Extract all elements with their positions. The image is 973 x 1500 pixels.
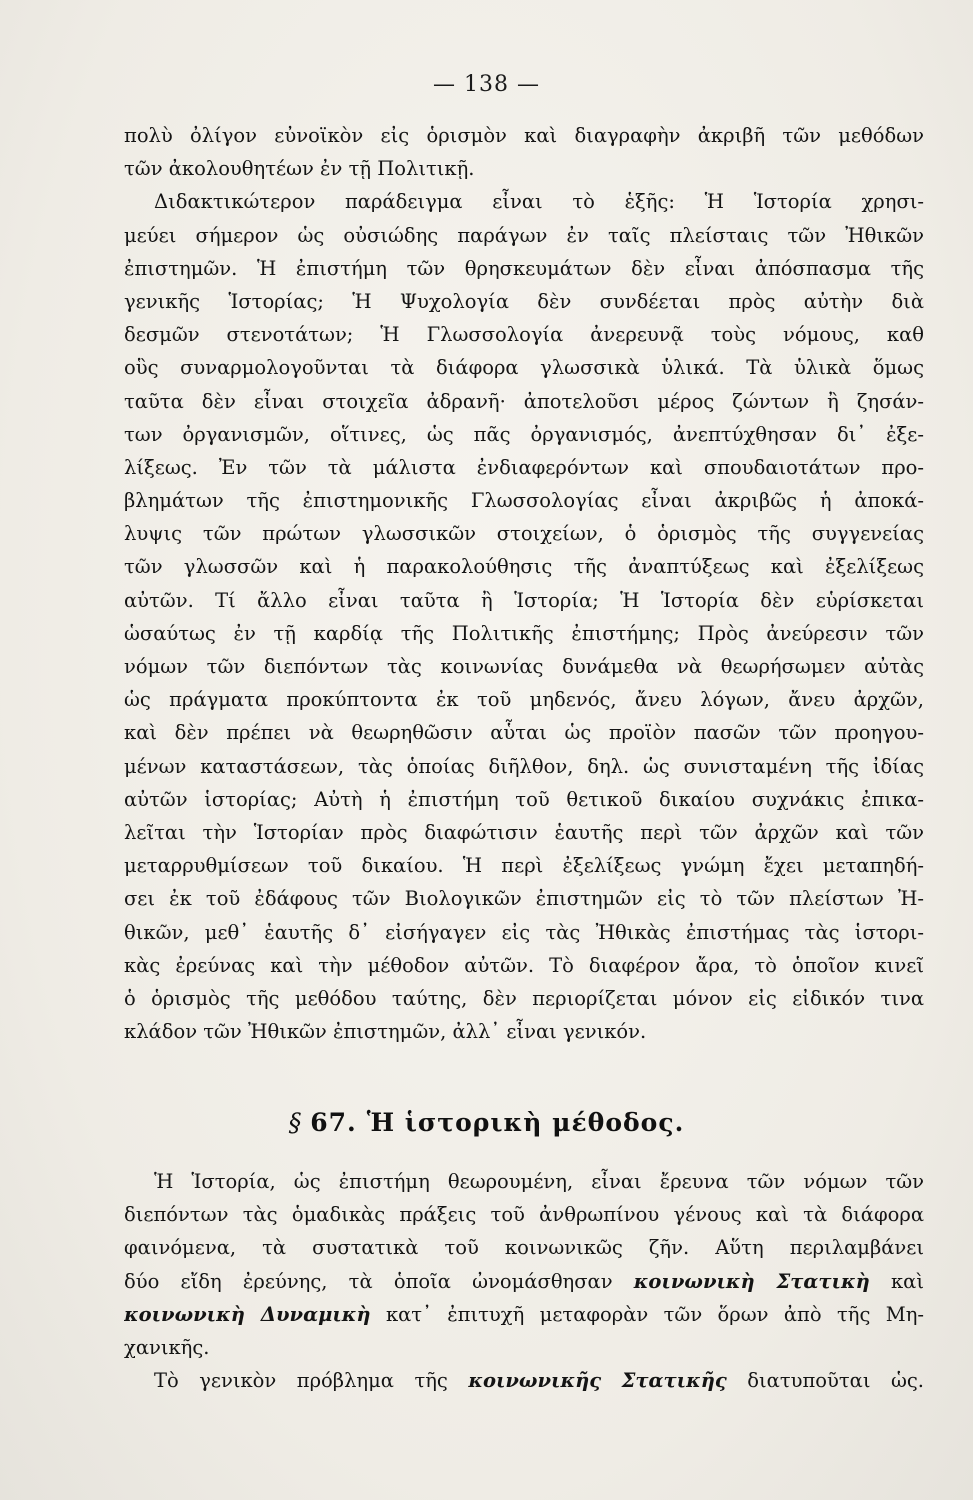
text-line: ὡσαύτως ἐν τῇ καρδίᾳ τῆς Πολιτικῆς ἐπιστήμης; Πρὸς ἀνεύρεσιν τῶν bbox=[124, 621, 924, 645]
text-run bbox=[601, 1369, 622, 1392]
text-line: οὓς συναρμολογοῦνται τὰ διάφορα γλωσσικὰ ὑλικά. Τὰ ὑλικὰ ὅμως bbox=[124, 356, 924, 380]
text-line: βλημάτων τῆς ἐπιστημονικῆς Γλωσσολογίας εἶναι ἀκριβῶς ἡ ἀποκά- bbox=[124, 489, 924, 513]
text-line: κὰς ἐρεύνας καὶ τὴν μέθοδον αὐτῶν. Τὸ διαφέρον ἄρα, τὸ ὁποῖον κινεῖ bbox=[124, 953, 924, 977]
text-line bbox=[124, 1364, 924, 1397]
text-line: ὡς πράγματα προκύπτοντα ἐκ τοῦ μηδενός, ἄνευ λόγων, ἄνευ ἀρχῶν, bbox=[124, 688, 924, 712]
paragraph-historical-method bbox=[124, 1165, 924, 1397]
term-social-dynamics: κοινωνικὴ Δυναμικὴ bbox=[124, 1302, 371, 1326]
text-line: φαινόμενα, τὰ συστατικὰ τοῦ κοινωνικῶς ζῆν. Αὕτη περιλαμβάνει bbox=[124, 1236, 924, 1260]
text-line: νόμων τῶν διεπόντων τὰς κοινωνίας δυνάμεθα νὰ θεωρήσωμεν αὐτὰς bbox=[124, 655, 924, 678]
text-line: σει ἐκ τοῦ ἐδάφους τῶν Βιολογικῶν ἐπιστημῶν εἰς τὸ τῶν πλείστων Ἠ- bbox=[124, 887, 924, 911]
section-sign: § bbox=[288, 1108, 303, 1137]
term-social: κοινωνικῆς bbox=[468, 1369, 602, 1393]
text-line bbox=[124, 1298, 924, 1331]
text-line: Διδακτικώτερον παράδειγμα εἶναι τὸ ἑξῆς: Ἡ Ἱστορία χρησι- bbox=[154, 190, 924, 214]
text-run: καὶ bbox=[869, 1269, 924, 1293]
term-statics: Στατικῆς bbox=[621, 1369, 727, 1393]
text-line: τῶν ἀκολουθητέων ἐν τῇ Πολιτικῇ. bbox=[124, 157, 475, 181]
text-line: καὶ δὲν πρέπει νὰ θεωρηθῶσιν αὗται ὡς προϊὸν πασῶν τῶν προηγου- bbox=[124, 721, 924, 745]
text-line: Ἡ Ἱστορία, ὡς ἐπιστήμη θεωρουμένη, εἶναι ἔρευνα τῶν νόμων τῶν bbox=[154, 1170, 924, 1193]
section-heading bbox=[0, 1108, 973, 1137]
text-line: κλάδον τῶν Ἠθικῶν ἐπιστημῶν, ἀλλ᾽ εἶναι γενικόν. bbox=[124, 1020, 647, 1044]
text-line: αὐτῶν ἱστορίας; Αὐτὴ ἡ ἐπιστήμη τοῦ θετικοῦ δικαίου συχνάκις ἐπικα- bbox=[124, 787, 924, 811]
text-line: μένων καταστάσεων, τὰς ὁποίας διῆλθον, δηλ. ὡς συνισταμένη τῆς ἰδίας bbox=[124, 754, 924, 778]
text-line: θικῶν, μεθ᾽ ἑαυτῆς δ᾽ εἰσήγαγεν εἰς τὰς Ἠθικὰς ἐπιστήμας τὰς ἱστορι- bbox=[124, 920, 924, 944]
text-line: λίξεως. Ἐν τῶν τὰ μάλιστα ἐνδιαφερόντων καὶ σπουδαιοτάτων προ- bbox=[124, 455, 924, 479]
text-line: αὐτῶν. Τί ἄλλο εἶναι ταῦτα ἢ Ἱστορία; Ἡ Ἱστορία δὲν εὑρίσκεται bbox=[124, 588, 924, 612]
text-line: γενικῆς Ἱστορίας; Ἡ Ψυχολογία δὲν συνδέεται πρὸς αὐτὴν διὰ bbox=[124, 289, 924, 313]
text-line: δεσμῶν στενοτάτων; Ἡ Γλωσσολογία ἀνερευνᾷ τοὺς νόμους, καθ bbox=[124, 323, 924, 347]
text-line: ἐπιστημῶν. Ἡ ἐπιστήμη τῶν θρησκευμάτων δὲν εἶναι ἀπόσπασμα τῆς bbox=[124, 256, 924, 280]
text-line: διεπόντων τὰς ὁμαδικὰς πράξεις τοῦ ἀνθρωπίνου γένους καὶ τὰ διάφορα bbox=[124, 1203, 924, 1227]
text-run: κατ᾽ ἐπιτυχῆ μεταφορὰν τῶν ὅρων ἀπὸ τῆς Μη- bbox=[370, 1302, 924, 1326]
section-number: 67. bbox=[310, 1108, 357, 1137]
text-line: χανικῆς. bbox=[124, 1335, 210, 1359]
term-social-statics: κοινωνικὴ Στατικὴ bbox=[633, 1269, 870, 1293]
text-line: λυψις τῶν πρώτων γλωσσικῶν στοιχείων, ὁ ὁρισμὸς τῆς συγγενείας bbox=[124, 522, 924, 546]
text-line: πολὺ ὀλίγον εὐνοϊκὸν εἰς ὁρισμὸν καὶ διαγραφὴν ἀκριβῆ τῶν μεθόδων bbox=[124, 124, 924, 147]
section-title: Ἡ ἱστορικὴ μέθοδος. bbox=[366, 1108, 685, 1137]
text-line: των ὀργανισμῶν, οἵτινες, ὡς πᾶς ὀργανισμός, ἀνεπτύχθησαν δι᾽ ἐξε- bbox=[124, 422, 924, 446]
text-run: Τὸ γενικὸν πρόβλημα τῆς bbox=[154, 1369, 469, 1393]
text-line: λεῖται τὴν Ἱστορίαν πρὸς διαφώτισιν ἑαυτῆς περὶ τῶν ἀρχῶν καὶ τῶν bbox=[124, 820, 924, 844]
text-line: ὁ ὁρισμὸς τῆς μεθόδου ταύτης, δὲν περιορίζεται μόνον εἰς εἰδικόν τινα bbox=[124, 986, 924, 1010]
text-line: ταῦτα δὲν εἶναι στοιχεῖα ἀδρανῆ· ἀποτελοῦσι μέρος ζώντων ἢ ζησάν- bbox=[124, 389, 924, 413]
text-line: μεύει σήμερον ὡς οὐσιώδης παράγων ἐν ταῖς πλείσταις τῶν Ἠθικῶν bbox=[124, 223, 924, 247]
page-number: — 138 — bbox=[433, 72, 540, 97]
text-run: διατυποῦται ὡς. bbox=[726, 1369, 924, 1393]
paragraph-history-and-ethics bbox=[124, 119, 924, 1048]
text-line: τῶν γλωσσῶν καὶ ἡ παρακολούθησις τῆς ἀναπτύξεως καὶ ἐξελίξεως bbox=[124, 555, 924, 579]
text-line bbox=[124, 1265, 924, 1298]
text-line: μεταρρυθμίσεων τοῦ δικαίου. Ἡ περὶ ἐξελίξεως γνώμη ἔχει μεταπηδή- bbox=[124, 854, 924, 878]
text-run: δύο εἴδη ἐρεύνης, τὰ ὁποῖα ὠνομάσθησαν bbox=[124, 1269, 634, 1293]
